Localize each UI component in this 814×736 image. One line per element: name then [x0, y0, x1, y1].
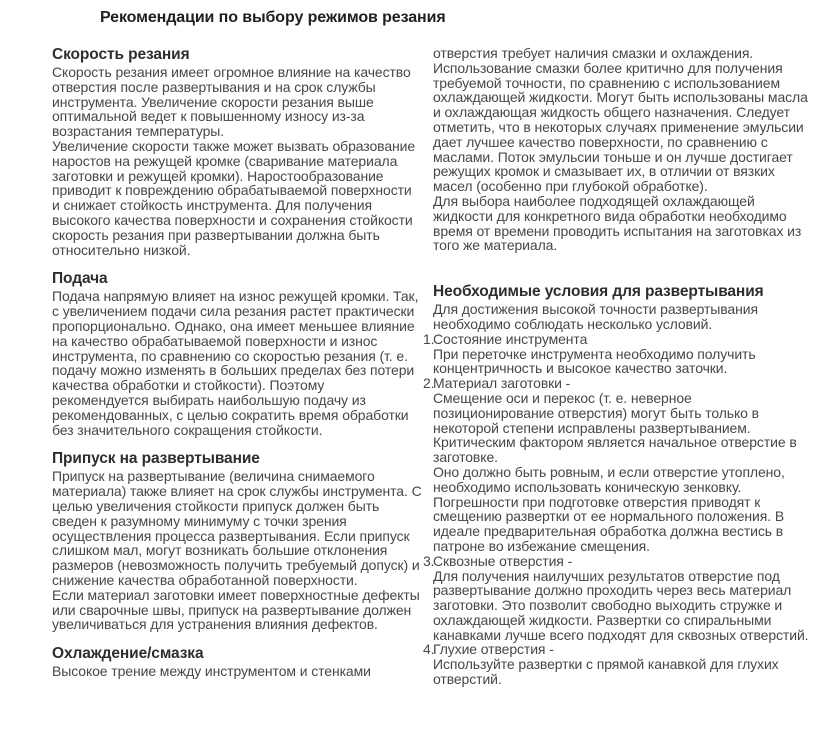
page-title: Рекомендации по выбору режимов резания	[100, 9, 446, 26]
list-item-paragraph: Используйте развертки с прямой канавкой для глухих отверстий.	[433, 656, 779, 688]
list-item	[423, 642, 814, 686]
section-reaming-allowance	[52, 450, 423, 632]
continuation-paragraph: Для выбора наиболее подходящей охлаждающей жидкости для конкретного вида обработки необходимо время от времени проводить испытания на заготовках из того же материала.	[433, 192, 802, 254]
list-item-paragraph: Смещение оси и перекос (т. е. неверное позиционирование отверстия) могут быть только в некоторой степени исправлены развертыванием. Критическим фактором является начальное отверстие в заготовке.	[433, 389, 797, 466]
list-item-label: Сквозные отверстия -	[433, 552, 573, 569]
continuation-paragraph: отверстия требует наличия смазки и охлаждения. Использование смазки более критично для получения требуемой точности, по сравнению с использованием охлаждающей жидкости. Могут быть использованы масла и охлаждающая жидкость общего назначения. Следует отметить, что в некоторых случаях применение эмульсии дает лучшее качество поверхности, по сравнению с маслами. Поток эмульсии тоньше и он лучше достигает режущих кромок и смазывает их, в отличии от вязких масел (особенно при глубокой обработке).	[433, 45, 808, 195]
right-column	[423, 46, 814, 687]
section-heading: Необходимые условия для развертывания	[433, 283, 764, 301]
list-item-number: 1.	[423, 330, 435, 347]
list-item-label: Состояние инструмента	[433, 330, 588, 347]
list-item-paragraph: При переточке инструмента необходимо получить концентричность и высокое качество заточки.	[433, 345, 756, 377]
list-item	[423, 554, 814, 643]
section-feed	[52, 270, 423, 437]
list-item-paragraph: Оно должно быть ровным, и если отверстие утоплено, необходимо использовать коническую зенковку. Погрешности при подготовке отверстия приводят к смещению развертки от ее нормального положения. В идеале предварительная обработка должна вестись в патроне во избежание смещения.	[433, 463, 785, 554]
section-cutting-speed	[52, 46, 423, 257]
left-column	[52, 46, 423, 687]
section-cooling-lubrication	[52, 645, 423, 679]
section-intro: Для достижения высокой точности развертывания необходимо соблюдать несколько условий.	[433, 301, 758, 332]
list-item-body	[433, 332, 814, 376]
continuation-text	[423, 46, 814, 253]
list-item-paragraph: Для получения наилучших результатов отверстие под развертывание должно проходить через весь материал заготовки. Это позволит свободно выходить стружке и охлаждающей жидкости. Развертки со спиральными канавками лучше всего подходят для сквозных отверстий.	[433, 567, 809, 643]
list-item-body	[433, 554, 814, 643]
list-item-label: Глухие отверстия -	[433, 641, 554, 658]
section-paragraph: Подача напрямую влияет на износ режущей кромки. Так, с увеличением подачи сила резания растет практически пропорционально. Однако, она имеет меньшее влияние на качество обрабатываемой поверхности и износ инструмента, по сравнению со скоростью резания (т. е. подачу можно изменять в больших пределах без потери качества обработки и стойкости). Поэтому рекомендуется выбирать наибольшую подачу из рекомендованных, с целью сократить время обработки без значительного сокращения стойкости.	[52, 288, 419, 438]
two-column-layout	[52, 46, 814, 687]
section-paragraph: Если материал заготовки имеет поверхностные дефекты или сварочные швы, припуск на развертывание должен увеличиваться для устранения влияния дефектов.	[52, 586, 420, 633]
section-reaming-conditions	[423, 283, 814, 687]
section-paragraph: Скорость резания имеет огромное влияние на качество отверстия после развертывания и на срок службы инструмента. Увеличение скорости резания выше оптимальной ведет к повышенному износу из-за возрастания температуры.	[52, 64, 411, 140]
list-item-number: 2.	[423, 375, 435, 392]
list-item-body	[433, 376, 814, 554]
list-item-number: 4.	[423, 641, 435, 658]
section-paragraph: Высокое трение между инструментом и стенками	[52, 663, 371, 680]
list-item-body	[433, 642, 814, 686]
list-item	[423, 376, 814, 554]
list-item-number: 3.	[423, 552, 435, 569]
conditions-list	[423, 332, 814, 687]
section-heading: Охлаждение/смазка	[52, 645, 204, 663]
list-item	[423, 332, 814, 376]
section-heading: Скорость резания	[52, 46, 190, 63]
section-heading: Припуск на развертывание	[52, 450, 260, 468]
section-paragraph: Припуск на развертывание (величина снимаемого материала) также влияет на срок службы инструмента. С целью увеличения стойкости припуск должен быть сведен к разумному минимуму с точки зрения осуществления процесса развертывания. Если припуск слишком мал, могут возникать большие отклонения размеров (невозможность получить требуемый допуск) и снижение качества обработанной поверхности.	[52, 468, 422, 588]
list-item-label: Материал заготовки -	[433, 375, 571, 392]
section-paragraph: Увеличение скорости также может вызвать образование наростов на режущей кромке (сваривание материала заготовки и режущей кромки). Наростообразование приводит к повреждению обрабатываемой поверхности и снижает стойкость инструмента. Для получения высокого качества поверхности и сохранения стойкости скорость резания при развертывании должна быть относительно низкой.	[52, 137, 416, 258]
section-heading: Подача	[52, 270, 108, 288]
